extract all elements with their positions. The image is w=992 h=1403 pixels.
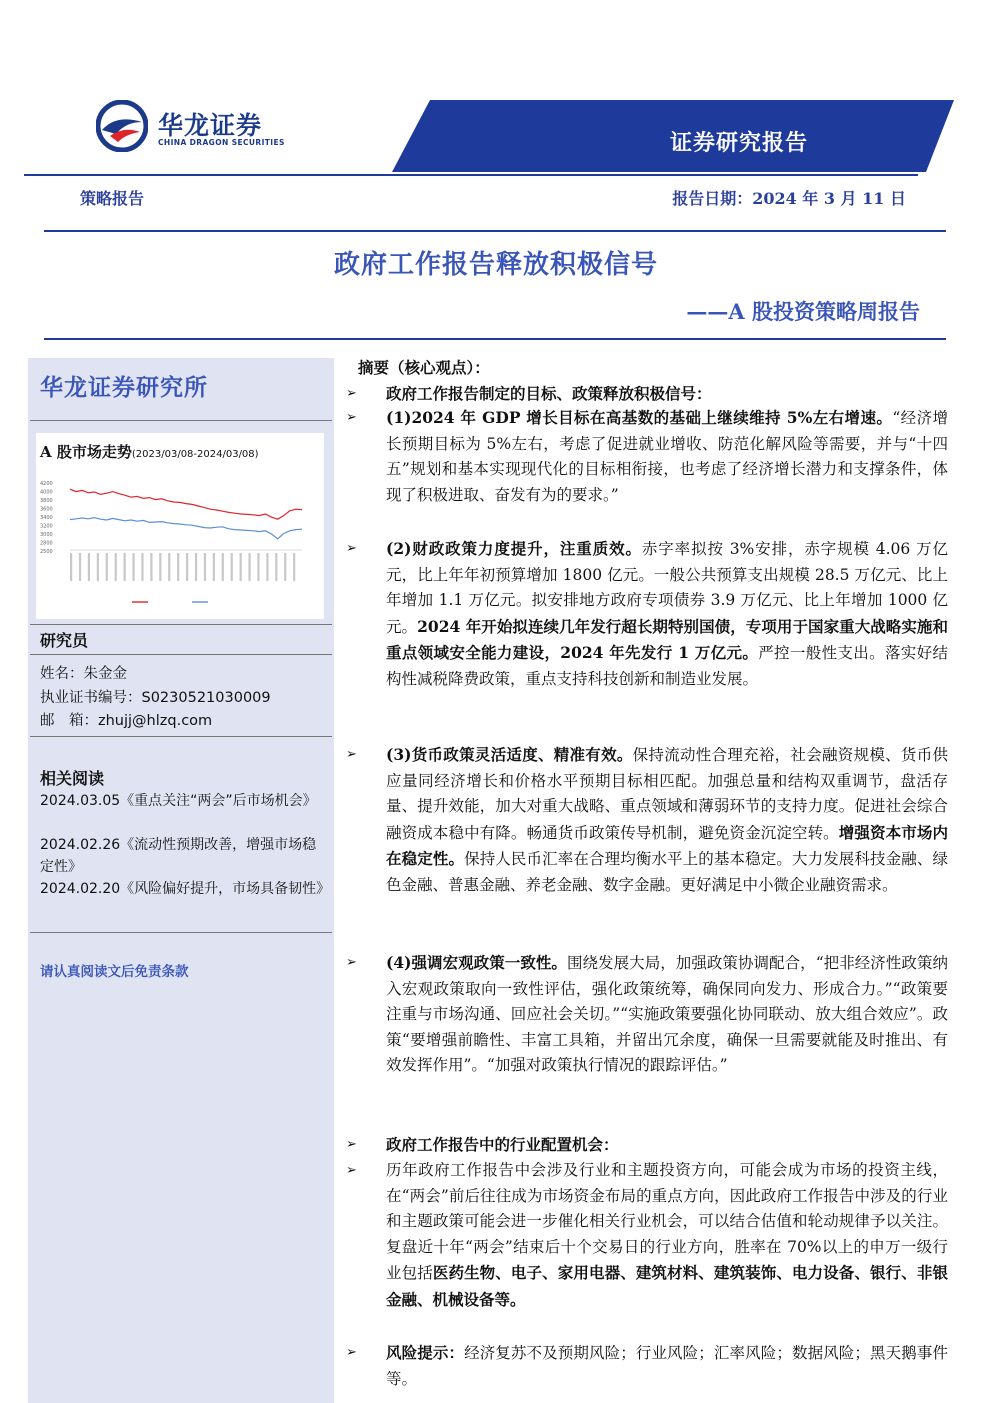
x-tick-label: [141, 553, 143, 581]
paragraph-text: 历年政府工作报告中会涉及行业和主题投资方向，可能会成为市场的投资主线，在“两会”前后往往成为市场资金布局的重点方向，因此政府工作报告中涉及的行业和主题政策可能会进一步催化相关行业机会，可以结合估值和轮动规律予以关注。复盘近十年“两会”结束后十个交易日的行业方向，胜率在 70%以上的申万一级行业包括: [386, 1161, 948, 1282]
y-tick-label: 3200: [40, 523, 53, 530]
x-tick-label: [97, 553, 99, 581]
x-tick-label: [231, 553, 233, 581]
x-tick-label: [213, 553, 215, 581]
researcher-heading: 研究员: [40, 631, 89, 650]
market-chart-title: [40, 441, 259, 462]
paragraph-monetary: [346, 742, 948, 898]
bullet-icon: ➢: [346, 747, 357, 762]
paragraph-text: 保持流动性合理充裕，社会融资规模、货币供应量同经济增长和价格水平预期目标相匹配。加强总量和结构双重调节，盘活存量、提升效能，加大对重大战略、重点领域和薄弱环节的支持力度。促进社会综合融资成本稳中有降。畅通货币政策传导机制，避免资金沉淀空转。: [386, 746, 948, 842]
divider: [30, 654, 332, 655]
y-tick-label: 3600: [40, 506, 53, 513]
researcher-name: 姓名：朱金金: [40, 666, 127, 682]
x-tick-label: [150, 553, 152, 581]
x-tick-label: [70, 553, 72, 581]
x-tick-label: [248, 553, 250, 581]
section-heading: [346, 381, 948, 408]
y-tick-label: 3400: [40, 515, 53, 521]
paragraph-lead: (2)财政政策力度提升，注重质效。: [386, 539, 642, 558]
x-tick-label: [124, 553, 126, 581]
paragraph-emphasis: 医药生物、电子、家用电器、建筑材料、建筑装饰、电力设备、银行、非银金融、机械设备等。: [386, 1263, 948, 1309]
x-tick-label: [168, 553, 170, 581]
divider: [30, 736, 332, 737]
y-tick-label: 2500: [40, 549, 53, 555]
bullet-icon: ➢: [346, 386, 357, 401]
paragraph-lead: (1)2024 年 GDP 增长目标在高基数的基础上继续维持 5%左右增速。: [386, 408, 893, 427]
report-category: 策略报告: [80, 189, 145, 208]
related-report-link[interactable]: 2024.02.20《风险偏好提升，市场具备韧性》: [40, 881, 331, 897]
report-date: 报告日期：2024 年 3 月 11 日: [672, 189, 906, 208]
y-tick-label: 3800: [40, 498, 53, 504]
paragraph-emphasis: 2024 年开始拟连续几年发行超长期特别国债，专项用于国家重大战略实施和重点领域安全能力建设，2024 年先发行 1 万亿元。: [386, 616, 948, 662]
bullet-icon: ➢: [346, 410, 357, 425]
abstract-heading: 摘要（核心观点）：: [358, 358, 490, 377]
x-tick-label: [106, 553, 108, 581]
bullet-icon: ➢: [346, 1163, 357, 1178]
x-tick-label: [79, 553, 81, 581]
related-report-link[interactable]: 2024.02.26《流动性预期改善，增强市场稳定性》: [40, 837, 317, 875]
paragraph-text: 保持人民币汇率在合理均衡水平上的基本稳定。大力发展科技金融、绿色金融、普惠金融、养老金融、数字金融。更好满足中小微企业融资需求。: [386, 850, 948, 894]
report-title: 政府工作报告释放积极信号: [333, 250, 658, 280]
paragraph-industry: [346, 1158, 948, 1313]
x-tick-label: [293, 553, 295, 581]
x-tick-label: [284, 553, 286, 581]
x-tick-label: [177, 553, 179, 581]
researcher-certificate: 执业证书编号：S0230521030009: [40, 690, 271, 706]
risk-text: 经济复苏不及预期风险；行业风险；汇率风险；数据风险；黑天鹅事件等。: [386, 1344, 948, 1388]
risk-label: 风险提示：: [386, 1343, 465, 1362]
disclaimer-notice[interactable]: 请认真阅读文后免责条款: [40, 964, 189, 980]
logo-chinese-name: 华龙证券: [158, 111, 263, 140]
researcher-email[interactable]: 邮 箱：zhujj@hlzq.com: [40, 713, 213, 729]
paragraph-text: 赤字率拟按 3%安排，赤字规模 4.06 万亿元，比上年年初预算增加 1800 亿元。一般公共预算支出规模 28.5 万亿元、比上年增加 1.1 万亿元。拟安排地方政府专项债券 3.9 万亿元、比上年增加 1000 亿元。: [386, 540, 948, 636]
paragraph-risk: [346, 1340, 948, 1392]
divider: [30, 932, 332, 933]
y-tick-label: 2800: [40, 540, 53, 547]
divider: [30, 420, 332, 421]
paragraph-text: 围绕发展大局，加强政策协调配合，“把非经济性政策纳入宏观政策取向一致性评估，强化政策统筹，确保同向发力、形成合力。”“政策要注重与市场沟通、回应社会关切。”“实施政策要强化协同联动、放大组合效应”。政策“要增强前瞻性、丰富工具箱，并留出冗余度，确保一旦需要就能及时推出、有效发挥作用”。“加强对政策执行情况的跟踪评估。”: [386, 954, 948, 1074]
x-tick-label: [159, 553, 161, 581]
x-tick-label: [186, 553, 188, 581]
x-tick-label: [195, 553, 197, 581]
x-tick-label: [275, 553, 277, 581]
x-tick-label: [132, 553, 134, 581]
section-title: 政府工作报告制定的目标、政策释放积极信号：: [386, 384, 712, 403]
x-tick-label: [266, 553, 268, 581]
bullet-icon: ➢: [346, 541, 357, 556]
logo-english-name: CHINA DRAGON SECURITIES: [158, 138, 285, 147]
section-title: 政府工作报告中的行业配置机会：: [386, 1135, 619, 1154]
market-trend-chart: [40, 478, 310, 612]
paragraph-fiscal: [346, 536, 948, 692]
paragraph-lead: (4)强调宏观政策一致性。: [386, 953, 567, 972]
divider: [30, 624, 332, 625]
bullet-icon: ➢: [346, 1137, 357, 1152]
divider: [44, 338, 946, 340]
x-tick-label: [115, 553, 117, 581]
related-report-link[interactable]: 2024.03.05《重点关注“两会”后市场机会》: [40, 793, 317, 809]
report-type-title: 证券研究报告: [669, 130, 808, 156]
paragraph-gdp: [346, 405, 948, 508]
chart-title-text: A 股市场走势: [40, 443, 132, 461]
x-tick-label: [88, 553, 90, 581]
header-banner: [0, 98, 992, 180]
paragraph-text: 严控一般性支出。落实好结构性减税降费政策，重点支持科技创新和制造业发展。: [386, 644, 948, 688]
series-line: [70, 489, 302, 519]
paragraph-macro: [346, 950, 948, 1079]
bullet-icon: ➢: [346, 1345, 357, 1360]
x-tick-label: [240, 553, 242, 581]
report-subtitle: ——A 股投资策略周报告: [686, 299, 920, 324]
research-institute: 华龙证券研究所: [40, 374, 208, 401]
bullet-icon: ➢: [346, 955, 357, 970]
y-tick-label: 4000: [40, 489, 53, 496]
chart-date-range: (2023/03/08-2024/03/08): [131, 449, 259, 460]
divider: [44, 230, 946, 232]
section-heading: [346, 1132, 948, 1159]
x-tick-label: [257, 553, 259, 581]
y-tick-label: 3000: [40, 532, 53, 538]
paragraph-lead: (3)货币政策灵活适度、精准有效。: [386, 745, 633, 764]
y-tick-label: 4200: [40, 481, 53, 487]
paragraph-text: “经济增长预期目标为 5%左右，考虑了促进就业增收、防范化解风险等需要，并与“十四五”规划和基本实现现代化的目标相衔接，也考虑了经济增长潜力和支撑条件，体现了积极进取、奋发有为的要求。”: [386, 409, 948, 504]
paragraph-emphasis: 增强资本市场内在稳定性。: [386, 822, 948, 868]
related-reading-heading: 相关阅读: [40, 769, 105, 788]
series-line: [70, 518, 302, 539]
x-tick-label: [222, 553, 224, 581]
x-tick-label: [204, 553, 206, 581]
